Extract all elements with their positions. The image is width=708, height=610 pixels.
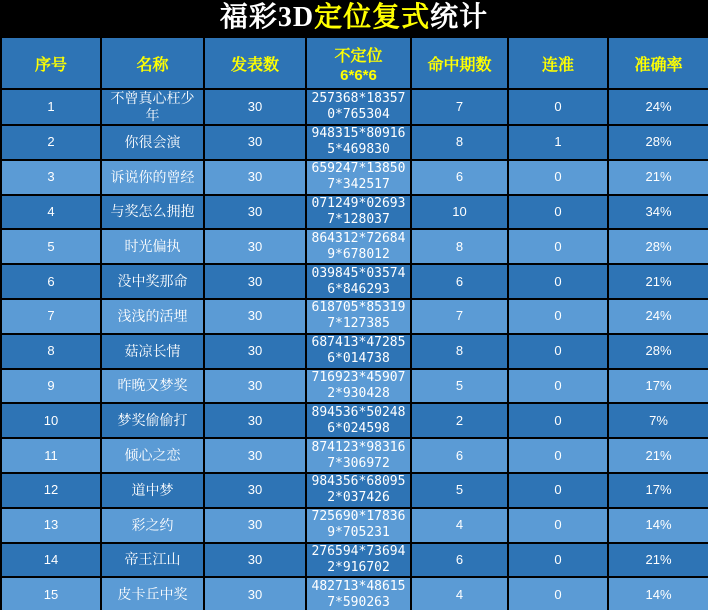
- title-prefix: 福彩3D: [219, 2, 315, 33]
- cell-hits: 6: [411, 543, 508, 578]
- cell-name: 与奖怎么拥抱: [101, 195, 204, 230]
- cell-published: 30: [204, 125, 306, 160]
- cell-index: 8: [1, 334, 101, 369]
- cell-accuracy: 28%: [608, 229, 708, 264]
- cell-accuracy: 21%: [608, 543, 708, 578]
- cell-streak: 0: [508, 403, 608, 438]
- cell-name: 彩之约: [101, 508, 204, 543]
- column-header-accuracy: [608, 37, 708, 89]
- cell-nonpos: 687413*472856*014738: [306, 334, 411, 369]
- column-header-label: 发表数: [230, 56, 279, 74]
- cell-published: 30: [204, 577, 306, 610]
- cell-index: 7: [1, 299, 101, 334]
- cell-name: 皮卡丘中奖: [101, 577, 204, 610]
- cell-index: 11: [1, 438, 101, 473]
- cell-index: 13: [1, 508, 101, 543]
- title-suffix: 统计: [430, 2, 489, 33]
- cell-name: 倾心之恋: [101, 438, 204, 473]
- cell-index: 5: [1, 229, 101, 264]
- column-header-label: 准确率: [634, 56, 683, 74]
- cell-accuracy: 24%: [608, 89, 708, 125]
- cell-published: 30: [204, 195, 306, 230]
- cell-hits: 4: [411, 577, 508, 610]
- cell-name: 道中梦: [101, 473, 204, 508]
- cell-index: 14: [1, 543, 101, 578]
- cell-index: 2: [1, 125, 101, 160]
- cell-streak: 0: [508, 543, 608, 578]
- cell-index: 6: [1, 264, 101, 299]
- cell-streak: 0: [508, 577, 608, 610]
- cell-hits: 7: [411, 89, 508, 125]
- cell-name: 没中奖那命: [101, 264, 204, 299]
- cell-published: 30: [204, 264, 306, 299]
- table-header-row: [1, 37, 708, 89]
- cell-streak: 1: [508, 125, 608, 160]
- cell-streak: 0: [508, 508, 608, 543]
- cell-name: 帝王江山: [101, 543, 204, 578]
- cell-accuracy: 17%: [608, 473, 708, 508]
- cell-hits: 5: [411, 369, 508, 404]
- cell-accuracy: 14%: [608, 577, 708, 610]
- cell-name: 浅浅的活埋: [101, 299, 204, 334]
- cell-accuracy: 21%: [608, 438, 708, 473]
- cell-streak: 0: [508, 334, 608, 369]
- cell-hits: 10: [411, 195, 508, 230]
- cell-hits: 8: [411, 229, 508, 264]
- cell-nonpos: 618705*853197*127385: [306, 299, 411, 334]
- table-row: [1, 229, 708, 264]
- cell-streak: 0: [508, 229, 608, 264]
- cell-nonpos: 039845*035746*846293: [306, 264, 411, 299]
- cell-hits: 5: [411, 473, 508, 508]
- column-header-published: [204, 37, 306, 89]
- cell-hits: 7: [411, 299, 508, 334]
- cell-streak: 0: [508, 160, 608, 195]
- table-row: [1, 369, 708, 404]
- cell-hits: 6: [411, 438, 508, 473]
- cell-published: 30: [204, 334, 306, 369]
- table-row: [1, 89, 708, 125]
- cell-name: 时光偏执: [101, 229, 204, 264]
- cell-name: 诉说你的曾经: [101, 160, 204, 195]
- cell-index: 10: [1, 403, 101, 438]
- cell-published: 30: [204, 229, 306, 264]
- cell-accuracy: 28%: [608, 125, 708, 160]
- cell-hits: 2: [411, 403, 508, 438]
- table-row: [1, 264, 708, 299]
- cell-accuracy: 21%: [608, 264, 708, 299]
- cell-index: 3: [1, 160, 101, 195]
- column-header-label: 序号: [34, 56, 67, 74]
- column-header-name: [101, 37, 204, 89]
- cell-index: 4: [1, 195, 101, 230]
- cell-nonpos: 482713*486157*590263: [306, 577, 411, 610]
- column-header-streak: [508, 37, 608, 89]
- stats-table: [0, 36, 708, 610]
- column-header-index: [1, 37, 101, 89]
- cell-index: 9: [1, 369, 101, 404]
- page-title: [0, 0, 708, 36]
- cell-hits: 6: [411, 264, 508, 299]
- cell-accuracy: 17%: [608, 369, 708, 404]
- cell-nonpos: 894536*502486*024598: [306, 403, 411, 438]
- cell-hits: 8: [411, 125, 508, 160]
- cell-published: 30: [204, 473, 306, 508]
- cell-published: 30: [204, 438, 306, 473]
- title-highlight: 定位复式: [314, 2, 431, 33]
- column-header-label: 不定位: [334, 47, 383, 65]
- cell-nonpos: 864312*726849*678012: [306, 229, 411, 264]
- cell-accuracy: 28%: [608, 334, 708, 369]
- table-row: [1, 473, 708, 508]
- cell-published: 30: [204, 369, 306, 404]
- column-header-hits: [411, 37, 508, 89]
- cell-name: 昨晚又梦奖: [101, 369, 204, 404]
- cell-published: 30: [204, 160, 306, 195]
- column-header-sublabel: 6*6*6: [340, 66, 377, 84]
- cell-nonpos: 257368*183570*765304: [306, 89, 411, 125]
- table-row: [1, 543, 708, 578]
- cell-index: 12: [1, 473, 101, 508]
- cell-nonpos: 874123*983167*306972: [306, 438, 411, 473]
- cell-name: 梦奖偷偷打: [101, 403, 204, 438]
- table-row: [1, 195, 708, 230]
- cell-name: 你很会演: [101, 125, 204, 160]
- cell-published: 30: [204, 403, 306, 438]
- cell-index: 15: [1, 577, 101, 610]
- column-header-label: 连准: [541, 56, 574, 74]
- cell-name: 不曾真心枉少年: [101, 89, 204, 125]
- cell-streak: 0: [508, 438, 608, 473]
- cell-published: 30: [204, 508, 306, 543]
- cell-hits: 6: [411, 160, 508, 195]
- cell-nonpos: 276594*736942*916702: [306, 543, 411, 578]
- cell-accuracy: 34%: [608, 195, 708, 230]
- cell-nonpos: 659247*138507*342517: [306, 160, 411, 195]
- cell-streak: 0: [508, 473, 608, 508]
- table-row: [1, 508, 708, 543]
- table-row: [1, 334, 708, 369]
- table-row: [1, 125, 708, 160]
- table-row: [1, 299, 708, 334]
- column-header-label: 命中期数: [427, 56, 492, 74]
- cell-streak: 0: [508, 195, 608, 230]
- cell-index: 1: [1, 89, 101, 125]
- cell-accuracy: 14%: [608, 508, 708, 543]
- cell-nonpos: 948315*809165*469830: [306, 125, 411, 160]
- cell-streak: 0: [508, 299, 608, 334]
- column-header-label: 名称: [136, 56, 169, 74]
- table-row: [1, 438, 708, 473]
- cell-nonpos: 716923*459072*930428: [306, 369, 411, 404]
- cell-accuracy: 21%: [608, 160, 708, 195]
- cell-streak: 0: [508, 264, 608, 299]
- cell-published: 30: [204, 543, 306, 578]
- cell-streak: 0: [508, 89, 608, 125]
- cell-nonpos: 725690*178369*705231: [306, 508, 411, 543]
- table-row: [1, 403, 708, 438]
- cell-name: 菇凉长情: [101, 334, 204, 369]
- table-row: [1, 577, 708, 610]
- cell-hits: 8: [411, 334, 508, 369]
- cell-accuracy: 7%: [608, 403, 708, 438]
- table-row: [1, 160, 708, 195]
- cell-accuracy: 24%: [608, 299, 708, 334]
- cell-nonpos: 984356*680952*037426: [306, 473, 411, 508]
- cell-published: 30: [204, 299, 306, 334]
- cell-hits: 4: [411, 508, 508, 543]
- column-header-nonpos: [306, 37, 411, 89]
- cell-nonpos: 071249*026937*128037: [306, 195, 411, 230]
- cell-streak: 0: [508, 369, 608, 404]
- cell-published: 30: [204, 89, 306, 125]
